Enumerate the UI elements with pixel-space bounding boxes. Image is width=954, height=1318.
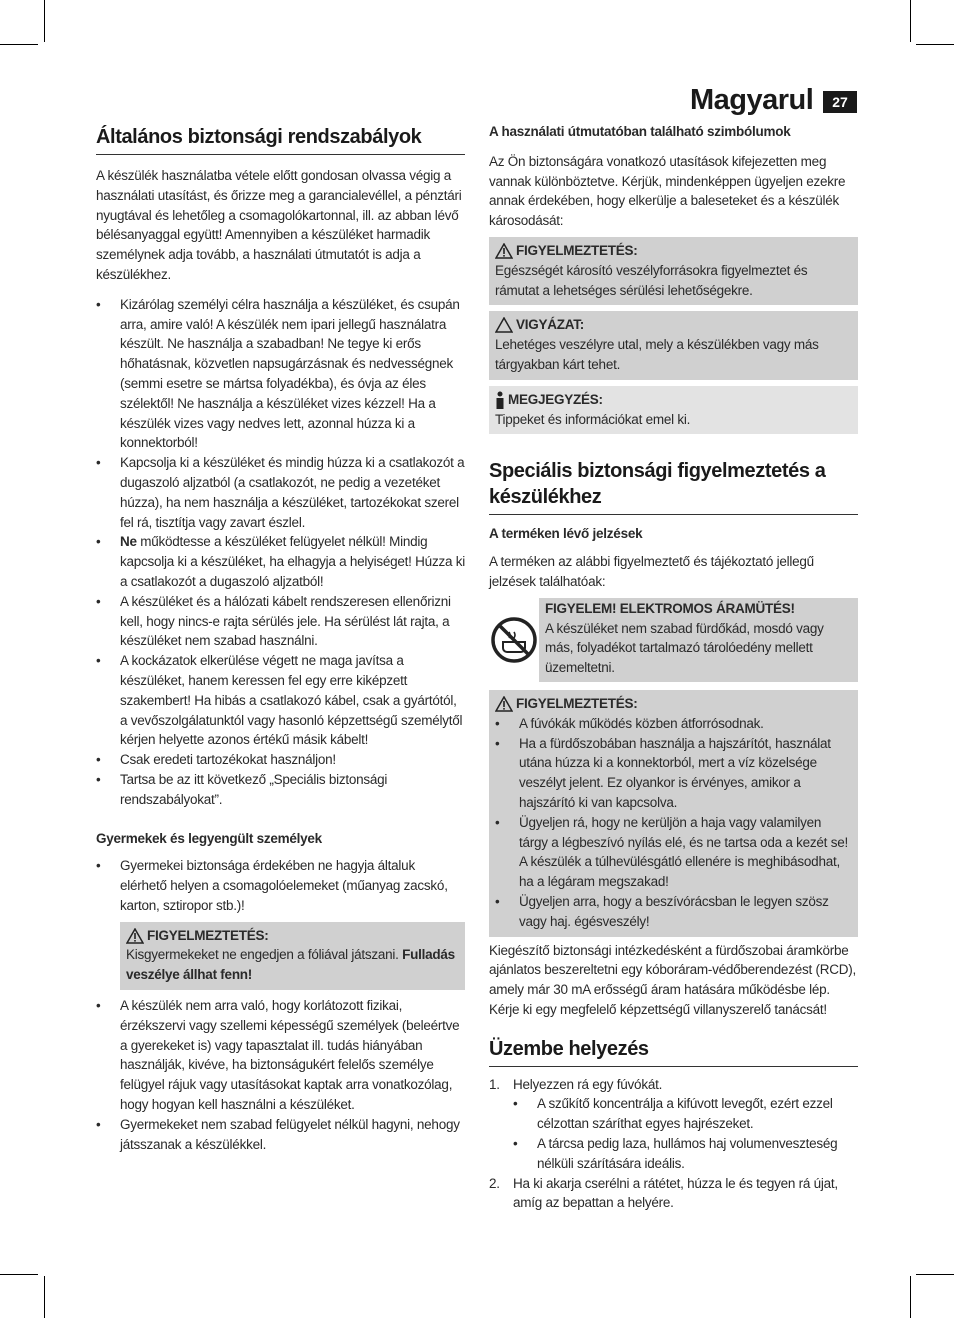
- box-text: A készüléket nem szabad fürdőkád, mosdó vagy más, folyadékot tartalmazó tárolóedény mellett üzemeltetni.: [545, 620, 824, 676]
- warning-triangle-icon: [126, 928, 144, 944]
- crop-mark: [916, 1274, 954, 1275]
- box-text: Tippeket és információkat emel ki.: [495, 411, 691, 427]
- box-title: FIGYELMEZTETÉS:: [495, 241, 850, 261]
- list-item: • Gyermekei biztonsága érdekében ne hagyja általuk elérhető helyen a csomagolóelemeket (műanyag zacskó, karton, sztiropor stb.)!: [96, 858, 448, 913]
- language-title: Magyarul: [690, 84, 814, 116]
- crop-mark: [44, 0, 45, 42]
- subheading: A terméken lévő jelzések: [489, 526, 643, 542]
- crop-mark: [0, 44, 38, 45]
- no-water-icon-wrap: [489, 598, 539, 682]
- list-item: • A szűkítő koncentrálja a kifúvott levegőt, ezért ezzel célzottan száríthat egyes hajrészeket.: [513, 1096, 833, 1132]
- electric-shock-text: [545, 598, 850, 682]
- list-item: • A készülék nem arra való, hogy korlátozott fizikai, érzékszervi vagy szellemi képességű személyek (beleértve a gyerekeket is) vagy tapasztalat ill. tudás hiányában használják, kivéve, ha biztonságukért felelős személye felügyel rájuk vagy utasításokat kaptak arra vonatkozólag, hogy hogyan kell használni a készüléket.: [96, 998, 460, 1113]
- left-column: [96, 122, 465, 1154]
- crop-mark: [910, 1276, 911, 1318]
- rcd-paragraph: Kiegészítő biztonsági intézkedésként a fürdőszobai áramkörbe ajánlatos beszereltetni egy kóboráram-védőberendezést (RCD), amely már 30 mA erősségű áram hatására működésbe lép. Kérje ki egy megfelelő képzettségű villanyszerelő tanácsát!: [489, 942, 856, 1017]
- list-item: • Gyermekeket nem szabad felügyelet nélkül hagyni, nehogy játsszanak a készülékkel.: [96, 1116, 460, 1152]
- crop-mark: [44, 1276, 45, 1318]
- box-title: VIGYÁZAT:: [495, 315, 850, 335]
- warning-box: [489, 690, 858, 937]
- section-heading: Általános biztonsági rendszabályok: [96, 124, 465, 155]
- list-item: • Csak eredeti tartozékokat használjon!: [96, 752, 336, 768]
- warning-box-title: FIGYELMEZTETÉS:: [126, 926, 457, 946]
- info-icon: [495, 391, 505, 409]
- note-legend-box: [489, 386, 858, 435]
- list-item: • Ne működtesse a készüléket felügyelet nélkül! Mindig kapcsolja ki a készüléket, ha elhagyja a helyiséget! Húzza ki a csatlakozót a dugaszoló aljzatból!: [96, 534, 465, 589]
- caution-triangle-icon: [495, 317, 513, 333]
- section-heading: Speciális biztonsági figyelmeztetés a készülékhez: [489, 458, 858, 515]
- setup-steps: [489, 1075, 858, 1214]
- no-bath-water-icon: [490, 616, 538, 664]
- box-title: FIGYELEM! ELEKTROMOS ÁRAMÜTÉS!: [545, 600, 795, 616]
- box-title: FIGYELMEZTETÉS:: [495, 694, 850, 714]
- warning-legend-box: [489, 237, 858, 305]
- warning-box-text: Kisgyermekeket ne engedjen a fóliával játszani. Fulladás veszélye állhat fenn!: [126, 947, 455, 983]
- safety-list: [96, 295, 465, 810]
- page-number: 27: [823, 91, 857, 113]
- symbols-intro: Az Ön biztonságára vonatkozó utasítások kifejezetten meg vannak különböztetve. Kérjük, mindenképpen ügyeljen ezekre annak érdekében, hogy elkerülje a baleseteket és a készülék károsodását:: [489, 153, 846, 229]
- warning-triangle-icon: [495, 696, 513, 712]
- children-list: [96, 856, 465, 915]
- warning-box: [120, 922, 465, 990]
- electric-shock-box: [489, 598, 858, 682]
- crop-mark: [916, 44, 954, 45]
- box-text: Lehetéges veszélyre utal, mely a készülékben vagy más tárgyakban kárt tehet.: [495, 337, 819, 372]
- list-item: • A kockázatok elkerülése végett ne maga javítsa a készüléket, hanem keressen fel egy erre kiképzett szakembert! Ha hibás a csatlakozó kábel, csak a gyártótól, a vevőszolgálatunktól vagy hasonló képzettségű személytől kérjen helyette azonos értékű másik kábelt!: [96, 653, 463, 748]
- warning-triangle-icon: [495, 243, 513, 259]
- intro-paragraph: A készülék használatba vétele előtt gondosan olvassa végig a használati utasítást, és őrizze meg a garancialevéllel, a pénztári nyugtával és lehetőleg a csomagolókartonnal, ill. az abban lévő bélésanyaggal együtt! Amennyiben a készüléket harmadik személynek adja tovább, a használati útmutatót is adja a készülékhez.: [96, 168, 462, 282]
- subheading: A használati útmutatóban található szimbólumok: [489, 124, 791, 139]
- step-item: 2. Ha ki akarja cserélni a rátétet, húzza le és tegyen rá újat, amíg az bepattan a helyére.: [489, 1175, 838, 1211]
- list-item: • A tárcsa pedig laza, hullámos haj volumenveszteség nélküli szárítására ideális.: [513, 1136, 838, 1171]
- box-text: Egészségét károsító veszélyforrásokra figyelmeztet és rámutat a lehetséges sérülési lehetőségekre.: [495, 262, 808, 298]
- list-item: • A készüléket és a hálózati kábelt rendszeresen ellenőrizni kell, hogy nincs-e rajta sérülés jele. Ha sérülést lát rajta, a készüléket nem szabad használni.: [96, 593, 451, 649]
- crop-mark: [0, 1274, 38, 1275]
- step-item: 1. Helyezzen rá egy fúvókát. • A szűkítő koncentrálja a kifúvott levegőt, ezért ezzel célzottan száríthat egyes hajrészeket. • A tárcsa pedig laza, hullámos haj volumenveszteség nélküli szárítására ideális.: [489, 1075, 858, 1174]
- section-heading: Üzembe helyezés: [489, 1036, 858, 1067]
- supervision-list: [96, 996, 465, 1154]
- list-item: • A fúvókák működés közben átforrósodnak.: [495, 715, 764, 731]
- right-column: [489, 122, 858, 1213]
- product-intro: A terméken az alábbi figyelmeztető és tájékoztató jellegű jelzések találhatóak:: [489, 554, 814, 589]
- step-sublist: [513, 1094, 858, 1173]
- list-item: • Kapcsolja ki a készüléket és mindig húzza ki a csatlakozót a dugaszoló aljzatból (a csatlakozót, ne pedig a vezetéket húzza), ha nem használja a készüléket, tartozékokat szerel fel rá, tisztítja vagy zavart észlel.: [96, 455, 465, 530]
- caution-legend-box: [489, 311, 858, 379]
- list-item: • Kizárólag személyi célra használja a készüléket, és csupán arra, amire való! A készülék nem ipari jellegű használatra készült. Ne használja a szabadban! Ne tegye ki erős hőhatásnak, közvetlen napsugárzásnak és nedvességnek (semmi esetre se mártsa folyadékba), és óvja az éles szélektől! Ne használja a készüléket vizes kézzel! Ha a készülék vizes vagy nedves lett, azonnal húzza ki a konnektorból!: [96, 296, 460, 451]
- crop-mark: [910, 0, 911, 42]
- list-item: • Tartsa be az itt következő „Speciális biztonsági rendszabályokat”.: [96, 771, 388, 807]
- subheading: Gyermekek és legyengült személyek: [96, 830, 322, 846]
- list-item: • Ügyeljen rá, hogy ne kerüljön a haja vagy valamilyen tárgy a légbeszívó nyílás elé, és ne tartsa oda a kezét se! A készülék a túlhevülésgátló ellenére is meghibásodhat, ha a légáram megszakad!: [495, 814, 848, 890]
- list-item: • Ha a fürdőszobában használja a hajszárítót, használat utána húzza ki a konnektorból, mert a víz közelsége veszélyt jelent. Ez olyankor is érvényes, amikor a hajszárító ki van kapcsolva.: [495, 735, 831, 810]
- warning-list: [495, 714, 850, 932]
- box-title: MEGJEGYZÉS:: [495, 390, 850, 410]
- list-item: • Ügyeljen arra, hogy a beszívórácsban le legyen szösz vagy haj. égésveszély!: [495, 893, 829, 929]
